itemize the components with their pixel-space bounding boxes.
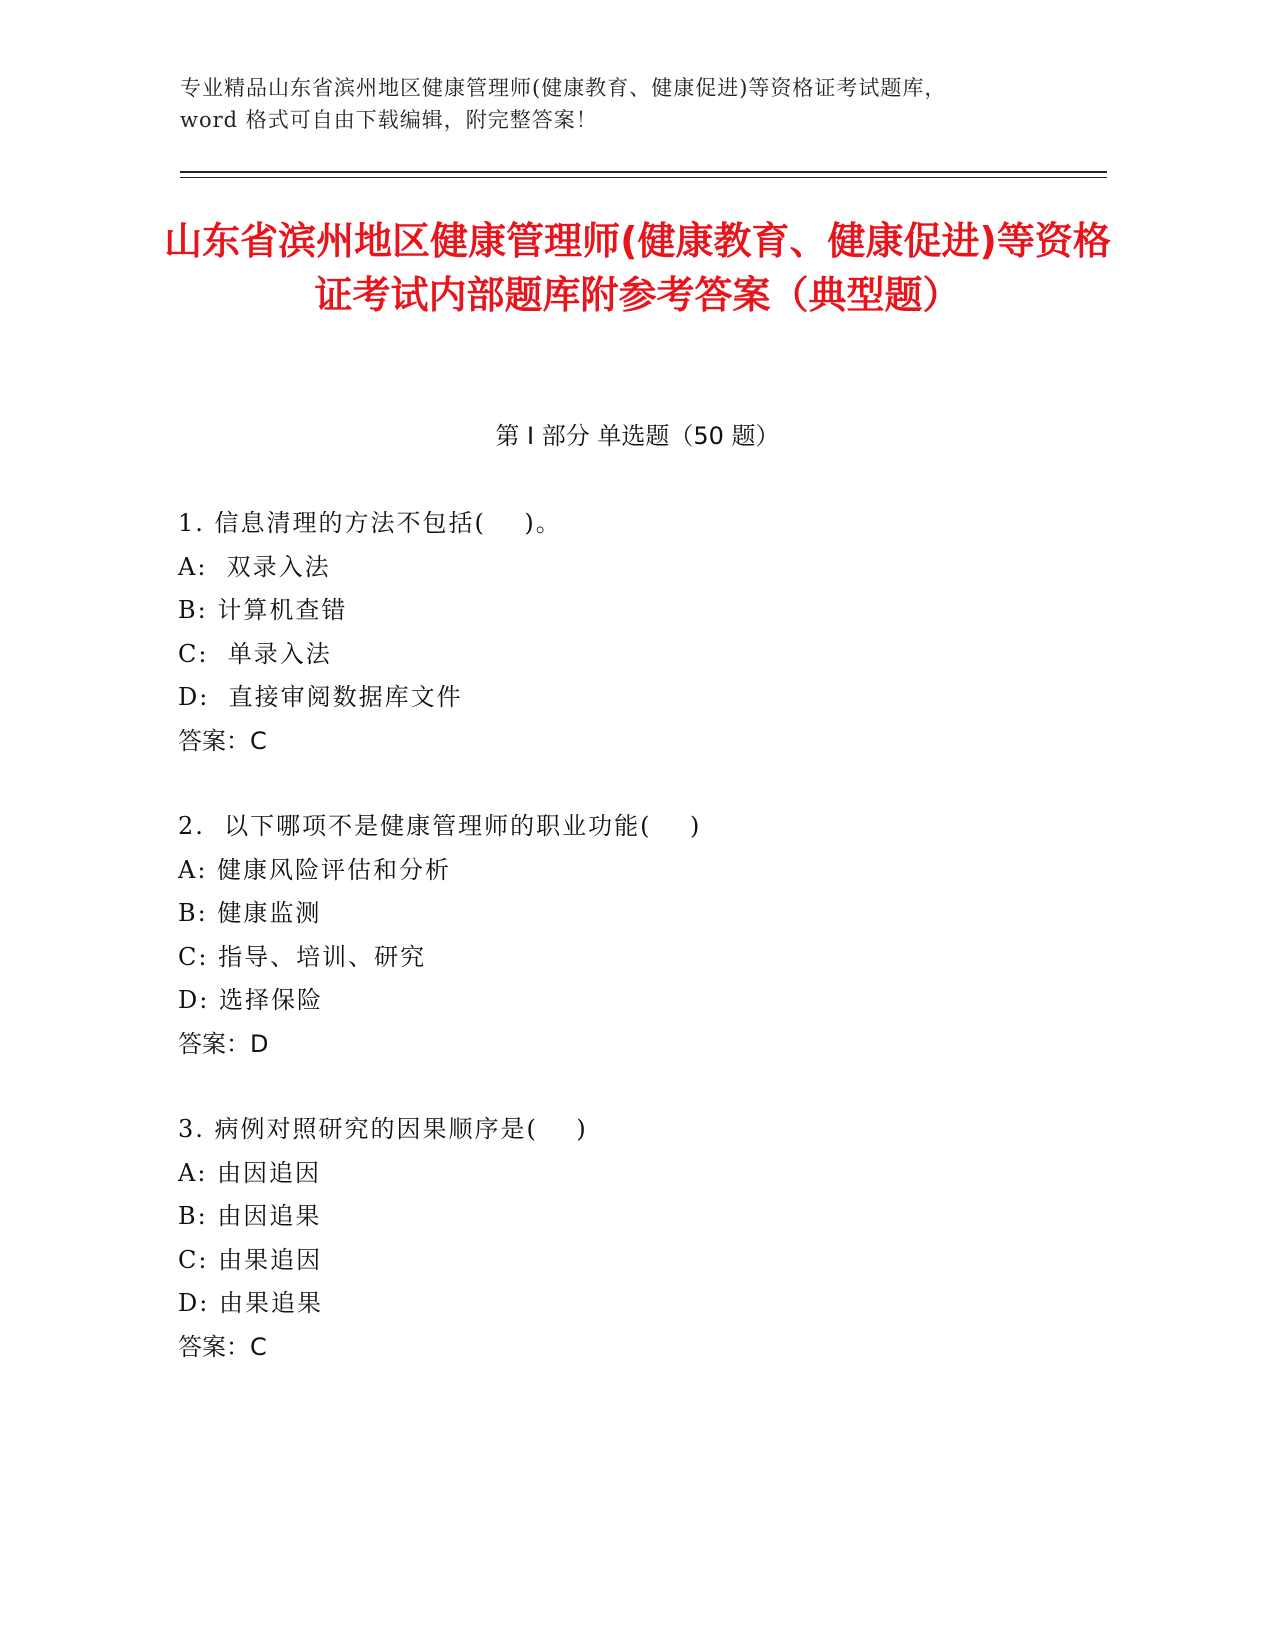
question-1 <box>178 502 1078 763</box>
option-d: D: 直接审阅数据库文件 <box>178 683 463 711</box>
option-d: D: 选择保险 <box>178 986 323 1014</box>
option-c: C: 由果追因 <box>178 1245 323 1274</box>
answer: 答案：D <box>178 1029 269 1058</box>
question-3 <box>178 1108 1078 1369</box>
option-b: B: 健康监测 <box>178 899 322 927</box>
question-stem: 3. 病例对照研究的因果顺序是( ) <box>178 1115 588 1143</box>
header-note-line-1: 专业精品山东省滨州地区健康管理师(健康教育、健康促进)等资格证考试题库， <box>180 76 947 100</box>
header-note <box>180 72 1120 136</box>
option-a: A: 双录入法 <box>178 552 331 581</box>
option-d: D: 由果追果 <box>178 1289 323 1317</box>
question-stem: 2. 以下哪项不是健康管理师的职业功能( ) <box>178 812 702 840</box>
header-divider-thin <box>180 177 1107 178</box>
option-c: C: 单录入法 <box>178 639 332 668</box>
document-title: 山东省滨州地区健康管理师(健康教育、健康促进)等资格证考试内部题库附参考答案（典型题） <box>164 219 1111 317</box>
answer: 答案：C <box>178 726 267 755</box>
header-divider-thick <box>180 171 1107 173</box>
question-list <box>178 502 1078 1411</box>
option-a: A: 由因追因 <box>178 1158 322 1187</box>
option-b: B: 计算机查错 <box>178 596 348 624</box>
option-a: A: 健康风险评估和分析 <box>178 855 452 884</box>
question-stem: 1. 信息清理的方法不包括( )。 <box>178 509 562 537</box>
answer: 答案：C <box>178 1332 267 1361</box>
question-2 <box>178 805 1078 1066</box>
option-b: B: 由因追果 <box>178 1202 322 1230</box>
header-note-line-2: word 格式可自由下载编辑，附完整答案！ <box>180 108 598 132</box>
section-title: 第 I 部分 单选题（50 题） <box>495 422 780 450</box>
option-c: C: 指导、培训、研究 <box>178 942 427 971</box>
